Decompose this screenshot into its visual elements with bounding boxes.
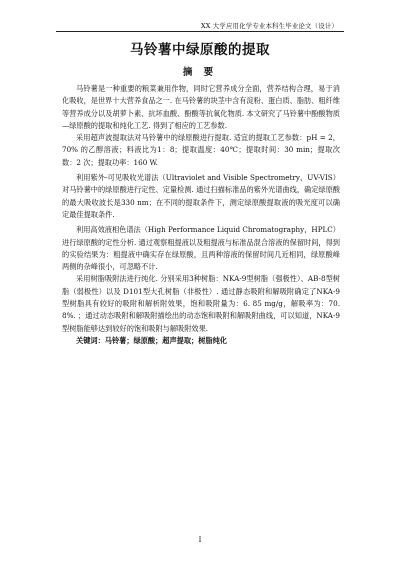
- abstract-paragraph-hplc: 利用高效液相色谱法（High Performance Liquid Chromatography，HPLC）进行绿原酸的定性分析. 通过观察粗提液以及粗提液与标准品混合溶液的保留时间，得到的实验结果为：粗提液中确实存在绿原酸，且两种溶液的保留时间几近相同，绿原酸峰两侧的杂峰很小，可忽略不计.: [62, 225, 340, 272]
- keywords: 关键词：马铃薯；绿原酸；超声提取；树脂纯化: [76, 335, 227, 345]
- abstract-heading: 摘 要: [182, 67, 218, 78]
- header-rule: [56, 31, 344, 32]
- running-header: XX 大学应用化学专业本科生毕业论文（设计）: [201, 22, 338, 30]
- abstract-paragraph-intro: 马铃薯是一种重要的粮菜兼用作物，同时它营养成分全面，营养结构合理，易于消化吸收，是世界十大营养食品之一. 在马铃薯的块茎中含有淀粉、蛋白质、脂肪、粗纤维等营养成分以及胡萝卜素、抗坏血酸、酚酸等抗氧化物质. 本文研究了马铃薯中酚酸物质—绿原酸的提取和纯化工艺. 得到了相应的工艺参数.: [62, 84, 340, 130]
- abstract-paragraph-uv-vis: 利用紫外-可见吸收光谱法（Ultraviolet and Visible Spectrometry，UV-VIS）对马铃薯中的绿原酸进行定性、定量检测. 通过扫描标准品的紫外光谱曲线，确定绿原酸的最大吸收波长是330 nm；在不同的提取条件下，测定绿原酸提取液的吸光度可以确定最佳提取条件.: [62, 173, 340, 219]
- page-number: I: [198, 536, 202, 544]
- thesis-title: 马铃薯中绿原酸的提取: [130, 42, 270, 58]
- abstract-paragraph-extraction: 采用超声波提取法对马铃薯中的绿原酸进行提取. 适宜的提取工艺参数：pH = 2，70% 的乙醇溶液；料液比为1：8；提取温度：40℃；提取时间：30 min；提取次数：2 次；提取功率：160 W.: [62, 133, 340, 167]
- abstract-paragraph-resin: 采用树脂吸附法进行纯化. 分别采用3种树脂：NKA-9型树脂（强极性）、AB-8型树脂（弱极性）以及 D101型大孔树脂（非极性）. 通过静态吸附和解吸附确定了NKA-9型树脂具有较好的吸附和解析附效果，饱和吸附量为：6. 85 mg/g，解吸率为：70. 8%. ；通过动态吸附和解吸附描绘出的动态饱和吸附和解吸附曲线，可以知道，NKA-9型树脂能够达到较好的饱和吸附与解吸附效果.: [62, 274, 340, 333]
- abstract-body: [62, 83, 340, 347]
